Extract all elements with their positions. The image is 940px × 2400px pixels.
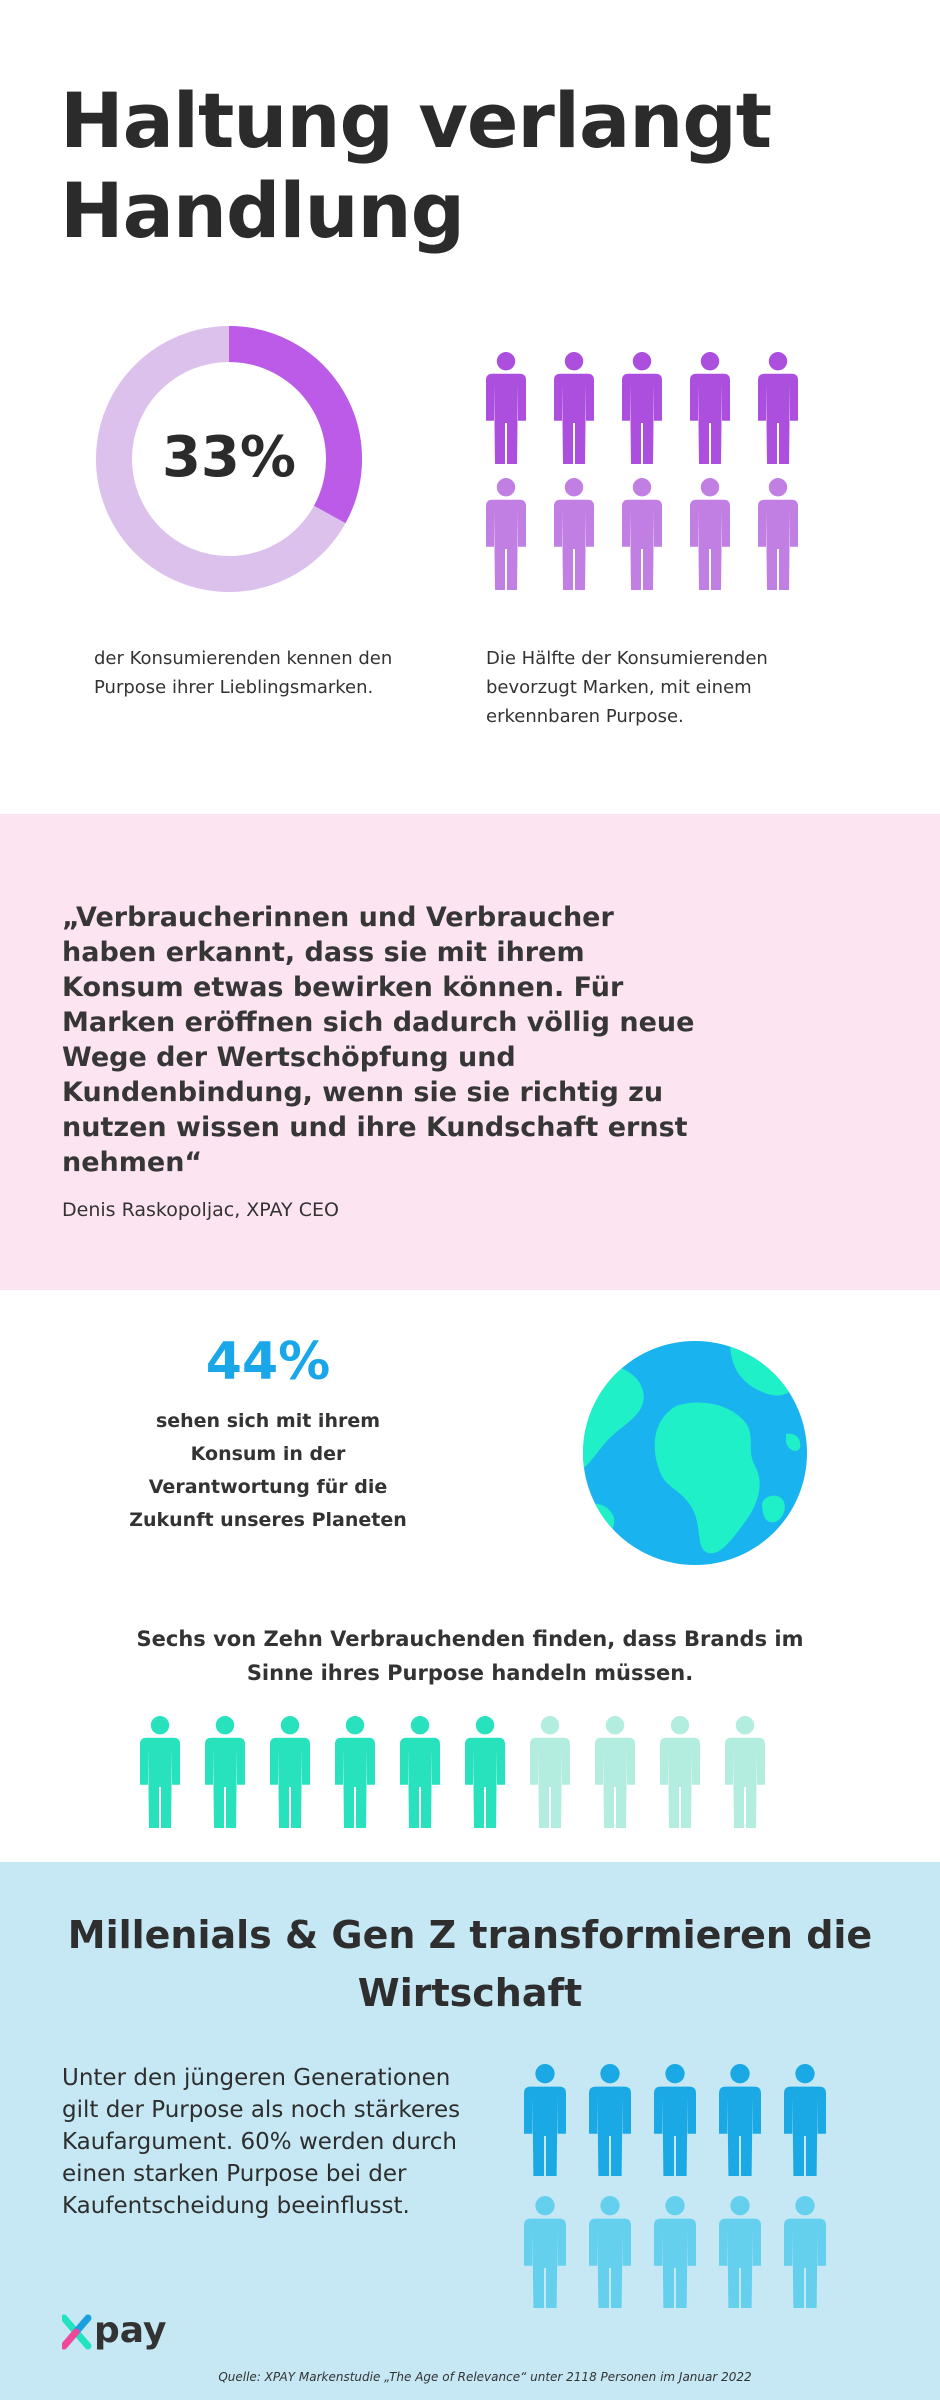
stat-half-caption: Die Hälfte der Konsumierenden bevorzugt Marken, mit einem erkennbaren Purpose. [486, 648, 768, 727]
person-icon-4 [690, 352, 730, 464]
person-icon-10 [725, 1716, 765, 1828]
stat-33-caption: der Konsumierenden kennen den Purpose ihrer Lieblingsmarken. [94, 648, 393, 698]
people-icons-six-of-ten [140, 1716, 780, 1836]
person-icon-1 [140, 1716, 180, 1828]
page-title: Haltung verlangt Handlung [60, 76, 772, 255]
person-icon-9 [660, 1716, 700, 1828]
person-icon-8 [595, 1716, 635, 1828]
person-icon-6 [524, 2196, 566, 2308]
x-logo-icon [64, 2318, 88, 2346]
person-icon-7 [554, 478, 594, 590]
person-icon-3 [654, 2064, 696, 2176]
person-icon-4 [335, 1716, 375, 1828]
stat-60-text: Sechs von Zehn Verbrauchenden finden, dass Brands im Sinne ihres Purpose handeln müssen. [136, 1627, 804, 1685]
person-icon-5 [784, 2064, 826, 2176]
person-icon-10 [758, 478, 798, 590]
person-icon-7 [530, 1716, 570, 1828]
gen-section-text: Unter den jüngeren Generationen gilt der Purpose als noch stärkeres Kaufargument. 60% werden durch einen starken Purpose bei der Kaufentscheidung beeinflusst. [62, 2065, 461, 2219]
person-icon-9 [719, 2196, 761, 2308]
person-icon-1 [486, 352, 526, 464]
gen-section-title: Millenials & Gen Z transformieren die Wirtschaft [67, 1913, 873, 2015]
person-icon-8 [654, 2196, 696, 2308]
people-icons-gen [524, 2064, 854, 2310]
person-icon-3 [622, 352, 662, 464]
person-icon-6 [486, 478, 526, 590]
logo-text: pay [94, 2312, 167, 2351]
stat-33-value: 33% [161, 425, 297, 490]
person-icon-2 [589, 2064, 631, 2176]
person-icon-9 [690, 478, 730, 590]
person-icon-2 [205, 1716, 245, 1828]
person-icon-10 [784, 2196, 826, 2308]
person-icon-1 [524, 2064, 566, 2176]
person-icon-7 [589, 2196, 631, 2308]
person-icon-6 [465, 1716, 505, 1828]
person-icon-8 [622, 478, 662, 590]
source-note: Quelle: XPAY Markenstudie „The Age of Relevance“ unter 2118 Personen im Januar 2022 [218, 2370, 752, 2384]
globe-icon [580, 1338, 810, 1568]
stat-44-value: 44% [205, 1332, 331, 1392]
person-icon-5 [758, 352, 798, 464]
quote-text: „Verbraucherinnen und Verbraucher haben erkannt, dass sie mit ihrem Konsum etwas bewirken können. Für Marken eröffnen sich dadurch völlig neue Wege der Wertschöpfung und Kundenbindung, wenn sie sie richtig zu nutzen wissen und ihre Kundschaft ernst nehmen“ [62, 902, 695, 1178]
people-icons-half [486, 352, 798, 602]
stat-44-caption: sehen sich mit ihrem Konsum in der Verantwortung für die Zukunft unseres Planeten [129, 1410, 407, 1531]
person-icon-4 [719, 2064, 761, 2176]
person-icon-3 [270, 1716, 310, 1828]
person-icon-2 [554, 352, 594, 464]
xpay-logo [62, 2312, 182, 2352]
quote-author: Denis Raskopoljac, XPAY CEO [62, 1199, 339, 1221]
person-icon-5 [400, 1716, 440, 1828]
